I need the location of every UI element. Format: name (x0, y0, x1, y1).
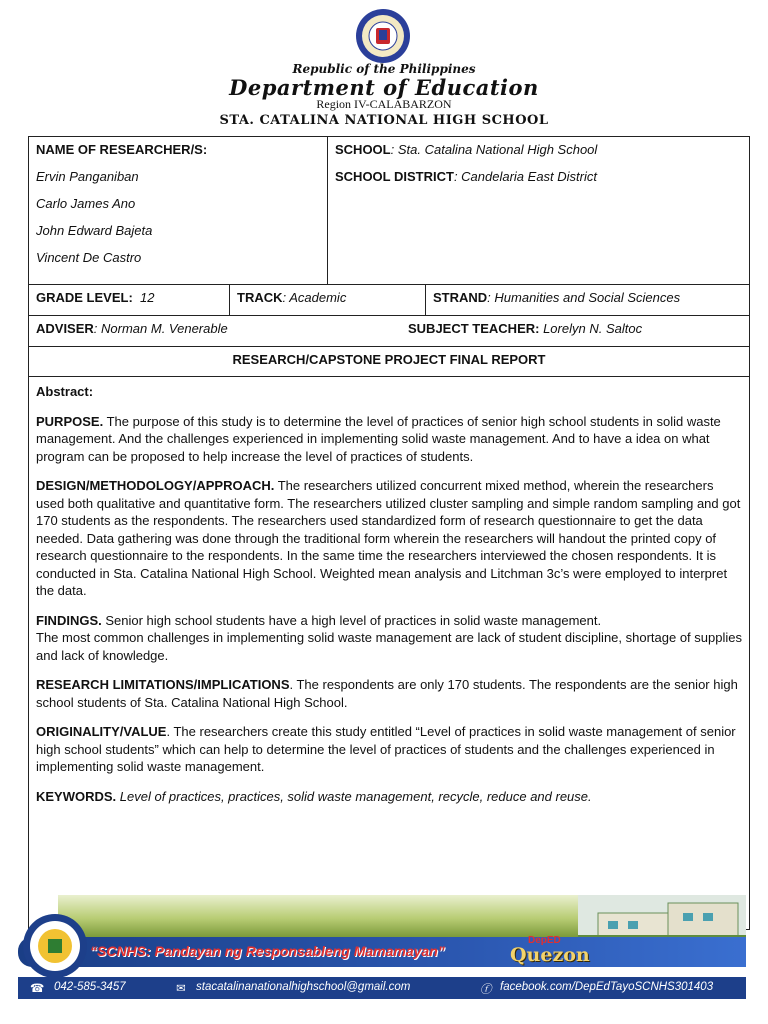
purpose-label: PURPOSE. (36, 413, 104, 429)
district-label: SCHOOL DISTRICT (335, 169, 454, 184)
grade-cell (29, 285, 229, 315)
design-text: The researchers utilized concurrent mixed method, wherein the researchers used both qualitative and quantitative form. The researchers utilized cluster sampling and simple random sampling and got 170 students as the respondents. The researchers used standardized form of research questionnaire to get the data needed. Data gathering was done through the traditional form wherein the researchers will handout the printed copy of research questionnaire to the respondents. In the same time the researchers interviewed the chosen respondents. It is conducted in Sta. Catalina National High School. Weighted mean analysis and Litchman 3c’s were employed to interpret the data. (36, 478, 741, 598)
limitations-text: . The respondents are only 170 students. The respondents are the senior high school students of Sta. Catalina National High School. (36, 677, 738, 710)
abstract-section (29, 377, 749, 823)
school-value: : Sta. Catalina National High School (390, 142, 598, 157)
originality-text: . The researchers create this study entitled “Level of practices in solid waste management of senior high school students” which can help to determine the level of practices of students and the challenges experienced in implementing solid waste management. (36, 724, 736, 774)
keywords-label: KEYWORDS. (36, 788, 117, 804)
findings-text: Senior high school students have a high level of practices in solid waste management. (101, 612, 602, 628)
school-cell (327, 137, 751, 284)
researcher-row (29, 137, 749, 285)
rice-field-image (58, 895, 618, 937)
track-value: : Academic (282, 290, 347, 305)
email-icon: ✉ (176, 983, 186, 995)
grade-label: GRADE LEVEL: (36, 290, 133, 305)
researchers-cell (29, 137, 327, 284)
district-value: : Candelaria East District (453, 169, 597, 184)
subject-teacher-value: Lorelyn N. Saltoc (539, 321, 643, 336)
findings-text-2: The most common challenges in implementing solid waste management are lack of student discipline, shortage of supplies and lack of knowledge. (36, 630, 742, 663)
limitations-paragraph (36, 676, 742, 711)
subject-teacher-label: SUBJECT TEACHER: (408, 321, 540, 336)
adviser-cell (29, 316, 399, 346)
grade-row (29, 285, 749, 316)
contact-bar (18, 977, 746, 999)
facebook-link[interactable]: facebook.com/DepEdTayoSCNHS301403 (500, 981, 714, 993)
email-address[interactable]: stacatalinanationalhighschool@gmail.com (196, 981, 411, 993)
findings-label: FINDINGS. (36, 612, 102, 628)
strand-label: STRAND (433, 290, 488, 305)
phone-number: 042-585-3457 (54, 981, 126, 993)
purpose-text: The purpose of this study is to determine the level of practices of senior high school students in solid waste management. And the challenges experienced in implementing solid waste management. And to have a idea on what program can be proposed to help increase the level of practices of students. (36, 413, 721, 464)
deped-quezon-logo (506, 935, 594, 969)
strand-cell (425, 285, 751, 315)
design-paragraph (36, 477, 742, 600)
keywords-paragraph (36, 788, 742, 806)
adviser-value: : Norman M. Venerable (93, 321, 228, 336)
researcher-name: Vincent De Castro (36, 250, 142, 265)
republic-heading: Republic of the Philippines (292, 62, 476, 76)
grade-value: 12 (140, 290, 155, 305)
abstract-heading: Abstract: (36, 384, 94, 399)
school-label: SCHOOL (335, 142, 391, 157)
phone-icon: ☎ (30, 983, 45, 995)
originality-label: ORIGINALITY/VALUE (36, 724, 167, 739)
school-heading: STA. CATALINA NATIONAL HIGH SCHOOL (219, 113, 549, 128)
purpose-paragraph (36, 413, 742, 466)
researcher-name: Carlo James Ano (36, 196, 136, 211)
track-label: TRACK (237, 290, 283, 305)
findings-paragraph (36, 612, 742, 665)
track-cell (229, 285, 425, 315)
limitations-label: RESEARCH LIMITATIONS/IMPLICATIONS (36, 677, 290, 692)
report-title: RESEARCH/CAPSTONE PROJECT FINAL REPORT (29, 347, 749, 377)
facebook-icon: ⓕ (480, 984, 492, 996)
strand-value: : Humanities and Social Sciences (487, 290, 681, 305)
report-form (28, 136, 750, 930)
quezon-label: Quezon (510, 944, 590, 966)
department-heading: Department of Education (229, 75, 539, 100)
researcher-name: John Edward Bajeta (36, 223, 153, 238)
originality-paragraph (36, 723, 742, 776)
deped-small-label: DepED (528, 935, 561, 946)
design-label: DESIGN/METHODOLOGY/APPROACH. (36, 478, 275, 493)
school-slogan: “SCNHS: Pandayan ng Responsableng Mamamayan” (90, 943, 445, 959)
adviser-row (29, 316, 749, 347)
footer-banner (18, 895, 748, 1005)
adviser-label: ADVISER (36, 321, 94, 336)
region-heading: Region IV-CALABARZON (316, 97, 452, 111)
keywords-text: Level of practices, practices, solid waste management, recycle, reduce and reuse. (116, 788, 592, 804)
researchers-label: NAME OF RESEARCHER/S: (36, 142, 208, 157)
subject-teacher-cell (401, 316, 751, 346)
school-logo-icon (22, 913, 88, 979)
deped-seal-icon (355, 8, 411, 64)
researcher-name: Ervin Panganiban (36, 169, 139, 184)
